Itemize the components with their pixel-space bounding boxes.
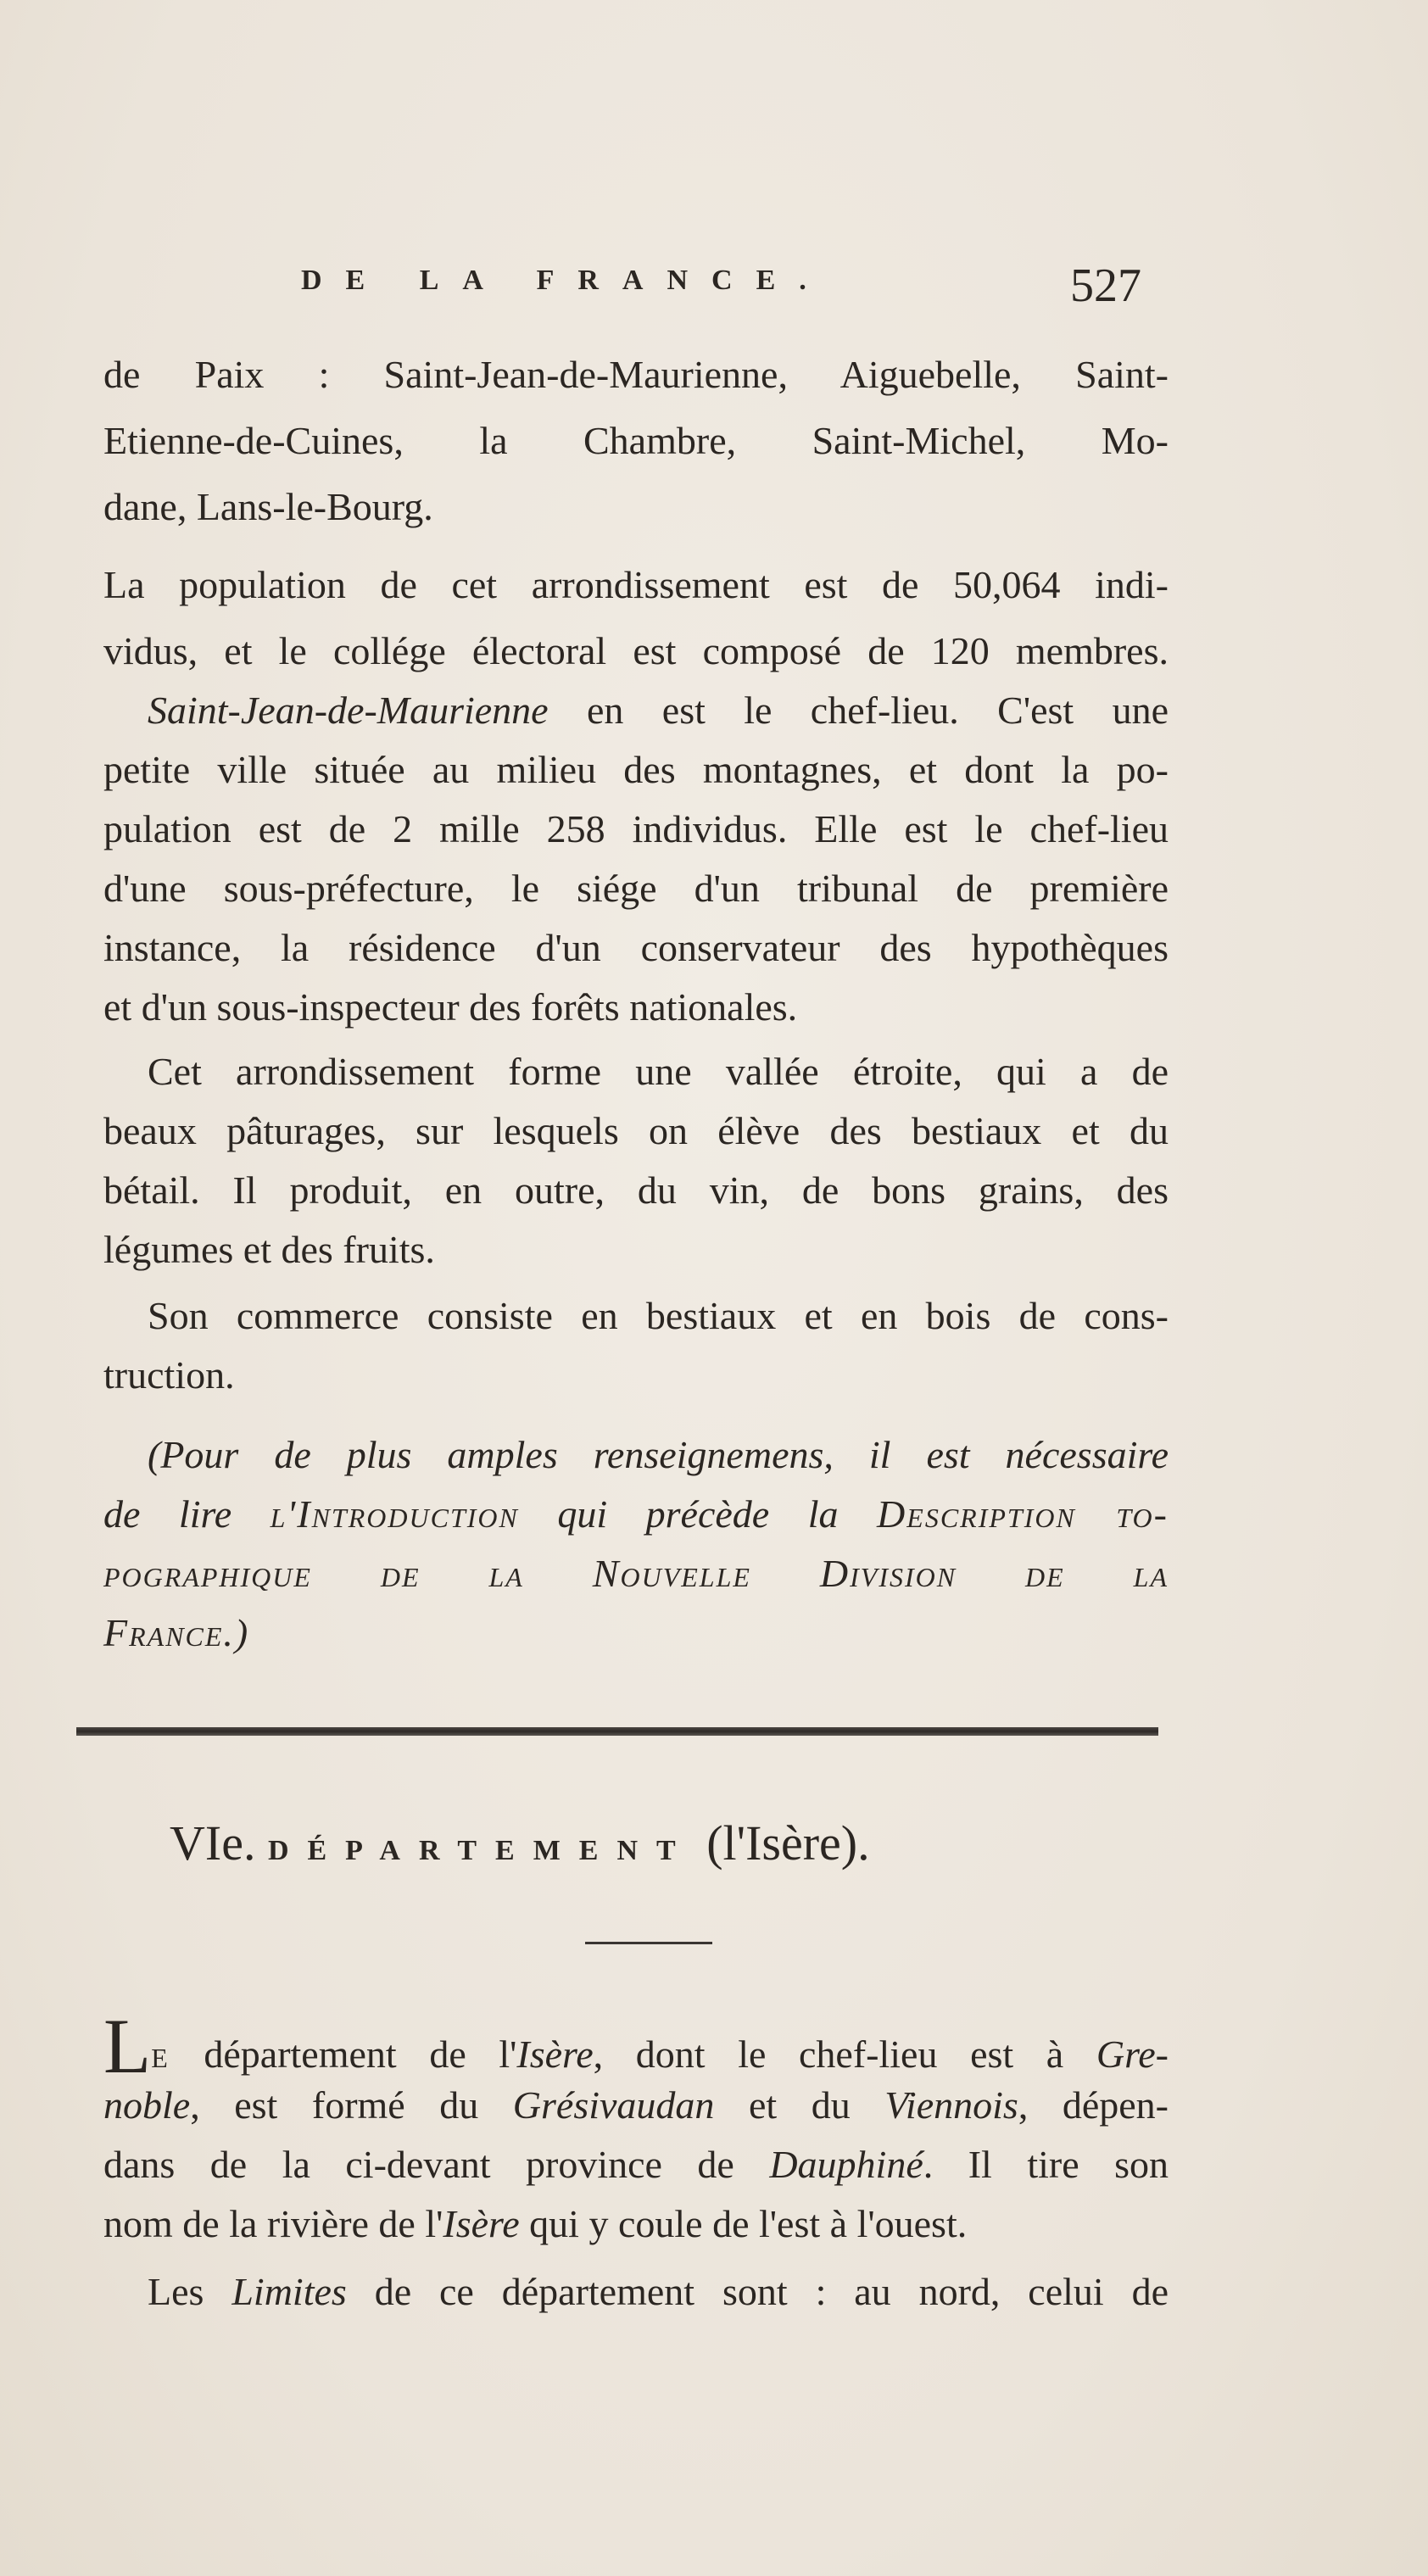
- text-span: noble: [103, 2083, 191, 2127]
- text-span: Isère: [443, 2202, 520, 2245]
- text-line: Son commerce consiste en bestiaux et en bois de cons-: [148, 1294, 1169, 1337]
- text-span: Gre-: [1096, 2032, 1169, 2076]
- text-line: [103, 2080, 1169, 2131]
- text-line: de Paix : Saint-Jean-de-Maurienne, Aiguebelle, Saint-: [103, 353, 1169, 396]
- page-number: 527: [1070, 259, 1141, 312]
- section-divider: [76, 1727, 1158, 1736]
- text-span: de lire: [103, 1492, 271, 1536]
- text-span: qui précède la: [518, 1492, 878, 1536]
- italic-place-name: Saint-Jean-de-Maurienne: [148, 689, 549, 732]
- text-line: légumes et des fruits.: [103, 1228, 435, 1271]
- text-span: qui y coule de l'est à l'ouest.: [519, 2202, 968, 2245]
- text-span: de ce département sont : au nord, celui de: [346, 2270, 1169, 2313]
- text-span: Grésivaudan: [512, 2083, 715, 2127]
- text-line: [103, 2199, 1169, 2250]
- text-span: Les: [148, 2270, 232, 2313]
- text-span: . Il tire son: [923, 2143, 1169, 2186]
- department-name: (l'Isère).: [706, 1815, 870, 1871]
- text-line: d'une sous-préfecture, le siége d'un tribunal de première: [103, 867, 1169, 910]
- text-line: Etienne-de-Cuines, la Chambre, Saint-Michel, Mo-: [103, 419, 1169, 462]
- text-line: beaux pâturages, sur lesquels on élève des bestiaux et du: [103, 1109, 1169, 1152]
- short-divider: [585, 1942, 712, 1944]
- text-line: instance, la résidence d'un conservateur des hypothèques: [103, 926, 1169, 969]
- text-span: l'Introduction: [270, 1492, 519, 1536]
- text-span: nom de la rivière de l': [103, 2202, 443, 2245]
- text-span: Viennois: [884, 2083, 1018, 2127]
- text-line: dane, Lans-le-Bourg.: [103, 485, 433, 528]
- department-number: VIe.: [170, 1815, 256, 1871]
- text-line: bétail. Il produit, en outre, du vin, de bons grains, des: [103, 1168, 1169, 1212]
- text-span: dans de la ci-devant province de: [103, 2143, 770, 2186]
- drop-cap: L: [103, 2003, 152, 2089]
- text-line: petite ville située au milieu des montagnes, et dont la po-: [103, 748, 1169, 791]
- text-line: pulation est de 2 mille 258 individus. Elle est le chef-lieu: [103, 807, 1169, 850]
- note-line: [103, 1489, 1169, 1540]
- department-word: DÉPARTEMENT: [267, 1835, 694, 1866]
- note-line: France.): [103, 1611, 250, 1654]
- text-line: et d'un sous-inspecteur des forêts nationales.: [103, 985, 798, 1029]
- text-span: , est formé du: [190, 2083, 513, 2127]
- text-line: [103, 2139, 1169, 2190]
- text-line: La population de cet arrondissement est de 50,064 indi-: [103, 563, 1169, 606]
- text-line: Cet arrondissement forme une vallée étroite, qui a de: [148, 1050, 1169, 1093]
- text-span: Description to-: [877, 1492, 1169, 1536]
- text-span: en est le chef-lieu. C'est une: [548, 689, 1169, 732]
- note-line: (Pour de plus amples renseignemens, il est nécessaire: [148, 1433, 1169, 1476]
- text-line: vidus, et le collége électoral est composé de 120 membres.: [103, 629, 1169, 672]
- running-header: DE LA FRANCE.: [301, 265, 830, 296]
- text-span: département de l': [170, 2032, 517, 2076]
- text-span: Limites: [231, 2270, 347, 2313]
- text-line: [148, 2267, 1169, 2317]
- note-line: pographique de la Nouvelle Division de la: [103, 1552, 1169, 1595]
- text-span: Dauphiné: [769, 2143, 923, 2186]
- text-span: et du: [714, 2083, 885, 2127]
- text-line: truction.: [103, 1353, 235, 1397]
- text-span: E: [151, 2043, 171, 2073]
- text-span: Isère: [516, 2032, 594, 2076]
- text-line: [148, 685, 1169, 736]
- text-line: [103, 2003, 1169, 2089]
- text-span: , dépen-: [1018, 2083, 1169, 2127]
- department-heading: [170, 1815, 870, 1871]
- text-span: , dont le chef-lieu est à: [593, 2032, 1096, 2076]
